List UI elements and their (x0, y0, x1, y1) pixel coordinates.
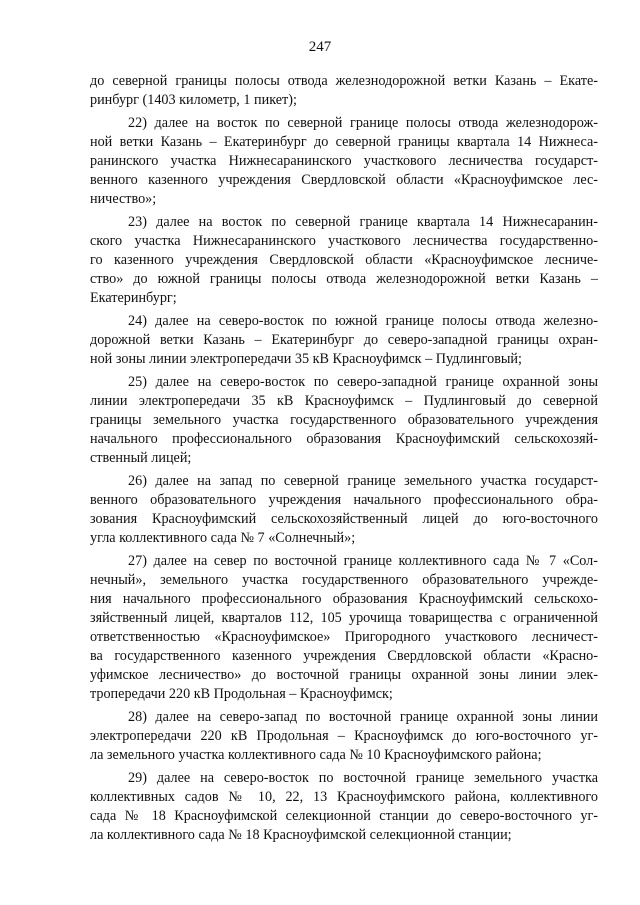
text-line: зяйственный лицей, кварталов 112, 105 урочища товарищества с ограниченной (90, 610, 598, 626)
text-line: нечный», земельного участка государственного образовательного учрежде- (90, 572, 598, 588)
text-line: до северной границы полосы отвода железнодорожной ветки Казань – Екате- (90, 73, 598, 89)
text-line: ла коллективного сада № 18 Красноуфимской селекционной станции; (90, 827, 512, 843)
text-line: 22) далее на восток по северной границе полосы отвода железнодорож- (128, 115, 598, 131)
text-line: ответственностью «Красноуфимское» Пригородного участкового лесничест- (90, 629, 598, 645)
text-line: венного казенного учреждения Свердловской области «Красноуфимское лес- (90, 172, 598, 188)
text-line: 28) далее на северо-запад по восточной границе охранной зоны линии (128, 709, 598, 725)
text-line: ринбург (1403 километр, 1 пикет); (90, 92, 297, 108)
text-line: ва государственного казенного учреждения Свердловской области «Красно- (90, 648, 598, 664)
text-line: ничество»; (90, 191, 157, 207)
paragraph-item-25 (90, 373, 598, 468)
text-line: сада № 18 Красноуфимской селекционной станции до северо-восточного уг- (90, 808, 598, 824)
text-line: ной ветки Казань – Екатеринбург до северной границы квартала 14 Нижнеса- (90, 134, 598, 150)
text-line: ния начального профессионального образования Красноуфимский сельскохо- (90, 591, 598, 607)
text-line: уфимское лесничество» до восточной границы охранной зоны линии элек- (90, 667, 598, 683)
paragraph-item-24 (90, 312, 598, 369)
text-line: 29) далее на северо-восток по восточной границе земельного участка (128, 770, 598, 786)
text-line: ственный лицей; (90, 450, 192, 466)
document-body (90, 72, 598, 849)
paragraph-continuation (90, 72, 598, 110)
paragraph-item-28 (90, 708, 598, 765)
text-line: ной зоны линии электропередачи 35 кВ Красноуфимск – Пудлинговый; (90, 351, 522, 367)
text-line: начального профессионального образования Красноуфимский сельскохозяй- (90, 431, 598, 447)
text-line: линии электропередачи 35 кВ Красноуфимск – Пудлинговый до северной (90, 393, 598, 409)
text-line: венного образовательного учреждения начального профессионального обра- (90, 492, 598, 508)
text-line: 25) далее на северо-восток по северо-западной границе охранной зоны (128, 374, 598, 390)
paragraph-item-29 (90, 769, 598, 845)
paragraph-item-27 (90, 552, 598, 704)
text-line: тропередачи 220 кВ Продольная – Красноуфимск; (90, 686, 393, 702)
paragraph-item-26 (90, 472, 598, 548)
text-line: 24) далее на северо-восток по южной границе полосы отвода железно- (128, 313, 598, 329)
text-line: ла земельного участка коллективного сада № 10 Красноуфимского района; (90, 747, 542, 763)
text-line: электропередачи 220 кВ Продольная – Красноуфимск до юго-восточного уг- (90, 728, 598, 744)
text-line: коллективных садов № 10, 22, 13 Красноуфимского района, коллективного (90, 789, 598, 805)
paragraph-item-23 (90, 213, 598, 308)
text-line: ство» до южной границы полосы отвода железнодорожной ветки Казань – (90, 271, 598, 287)
text-line: угла коллективного сада № 7 «Солнечный»; (90, 530, 356, 546)
text-line: зования Красноуфимский сельскохозяйственный лицей до юго-восточного (90, 511, 598, 527)
text-line: Екатеринбург; (90, 290, 177, 306)
text-line: ранинского участка Нижнесаранинского участкового лесничества государст- (90, 153, 598, 169)
text-line: дорожной ветки Казань – Екатеринбург до северо-западной границы охран- (90, 332, 598, 348)
text-line: 27) далее на север по восточной границе коллективного сада № 7 «Сол- (128, 553, 598, 569)
page-number: 247 (308, 39, 332, 55)
text-line: го казенного учреждения Свердловской области «Красноуфимское лесниче- (90, 252, 598, 268)
text-line: ского участка Нижнесаранинского участкового лесничества государственно- (90, 233, 598, 249)
text-line: границы земельного участка государственного образовательного учреждения (90, 412, 598, 428)
text-line: 26) далее на запад по северной границе земельного участка государст- (128, 473, 598, 489)
text-line: 23) далее на восток по северной границе квартала 14 Нижнесаранин- (128, 214, 598, 230)
paragraph-item-22 (90, 114, 598, 209)
